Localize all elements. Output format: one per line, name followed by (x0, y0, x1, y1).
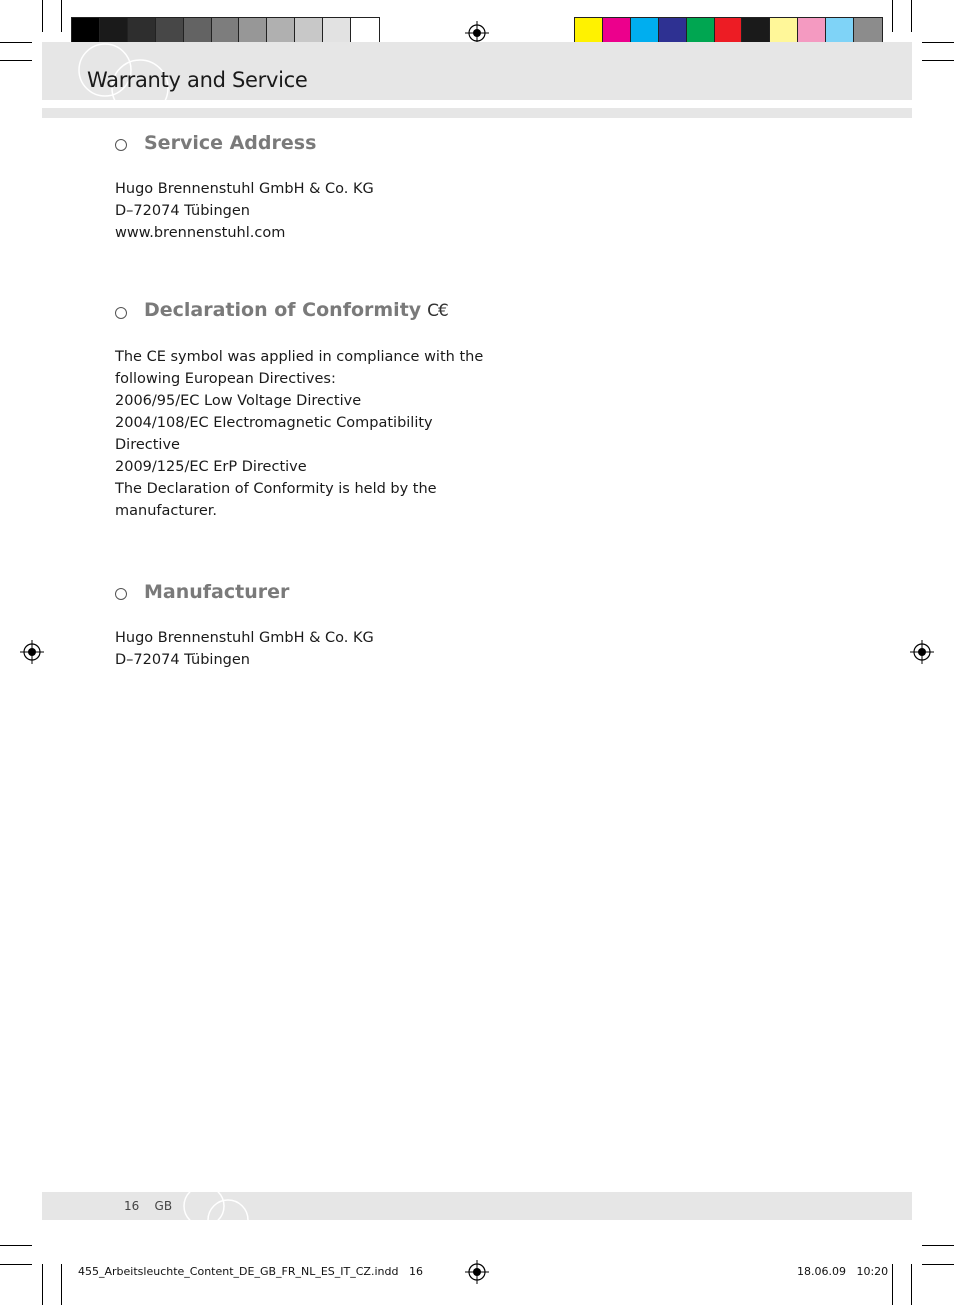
footer-band (42, 1192, 912, 1220)
crop-mark (42, 1264, 43, 1305)
process-color-bar (574, 17, 883, 45)
color-swatch (742, 18, 770, 44)
crop-mark (922, 1245, 954, 1246)
bullet-circle-icon (115, 588, 127, 600)
color-swatch (631, 18, 659, 44)
header-strip (42, 108, 912, 118)
crop-mark (61, 1264, 62, 1305)
service-address-text (115, 178, 374, 244)
color-swatch (267, 18, 295, 44)
color-swatch (659, 18, 687, 44)
color-swatch (826, 18, 854, 44)
text-line: The CE symbol was applied in compliance with the (115, 349, 484, 365)
print-slug-date: 18.06.09 10:20 (797, 1265, 889, 1278)
text-line: manufacturer. (115, 503, 218, 519)
crop-mark (922, 42, 954, 43)
crop-mark (42, 0, 43, 32)
section-title-manufacturer: Manufacturer (144, 581, 290, 603)
color-swatch (770, 18, 798, 44)
color-swatch (798, 18, 826, 44)
crop-mark (892, 0, 893, 32)
bullet-circle-icon (115, 307, 127, 319)
registration-mark-icon (20, 640, 44, 664)
color-swatch (854, 18, 882, 44)
declaration-text (115, 346, 483, 522)
registration-mark-icon (910, 640, 934, 664)
footer-page-label (124, 1199, 172, 1213)
page-number: 16 (124, 1199, 140, 1213)
color-swatch (715, 18, 743, 44)
crop-mark (911, 1264, 912, 1305)
crop-mark (0, 60, 32, 61)
color-swatch (184, 18, 212, 44)
text-line: 2009/125/EC ErP Directive (115, 459, 307, 475)
text-line: D–72074 Tübingen (115, 652, 250, 668)
declaration-title-text: Declaration of Conformity (144, 299, 422, 321)
crop-mark (911, 0, 912, 32)
crop-mark (0, 42, 32, 43)
text-line: Hugo Brennenstuhl GmbH & Co. KG (115, 181, 374, 197)
ce-mark-icon: C€ (427, 301, 448, 321)
color-swatch (351, 18, 379, 44)
color-swatch (239, 18, 267, 44)
crop-mark (892, 1264, 893, 1305)
crop-mark (61, 0, 62, 32)
text-line: 2004/108/EC Electromagnetic Compatibility (115, 415, 433, 431)
text-line: Hugo Brennenstuhl GmbH & Co. KG (115, 630, 374, 646)
text-line: 2006/95/EC Low Voltage Directive (115, 393, 362, 409)
bullet-circle-icon (115, 139, 127, 151)
color-swatch (323, 18, 351, 44)
crop-mark (0, 1245, 32, 1246)
footer-decoration-circles (180, 1186, 260, 1226)
manufacturer-text (115, 627, 374, 671)
crop-mark (0, 1264, 32, 1265)
crop-mark (922, 60, 954, 61)
color-swatch (295, 18, 323, 44)
page-title: Warranty and Service (87, 68, 308, 92)
text-line: The Declaration of Conformity is held by the (115, 481, 437, 497)
color-swatch (687, 18, 715, 44)
print-slug-filename: 455_Arbeitsleuchte_Content_DE_GB_FR_NL_ES_IT_CZ.indd 16 (78, 1265, 423, 1278)
text-line: D–72074 Tübingen (115, 203, 250, 219)
color-swatch (212, 18, 240, 44)
text-line: Directive (115, 437, 180, 453)
text-line: www.brennenstuhl.com (115, 225, 286, 241)
crop-mark (922, 1264, 954, 1265)
color-swatch (575, 18, 603, 44)
language-code: GB (154, 1199, 173, 1213)
section-title-declaration (144, 299, 448, 321)
color-swatch (603, 18, 631, 44)
section-title-service-address: Service Address (144, 132, 317, 154)
text-line: following European Directives: (115, 371, 336, 387)
registration-mark-icon (465, 1260, 489, 1284)
